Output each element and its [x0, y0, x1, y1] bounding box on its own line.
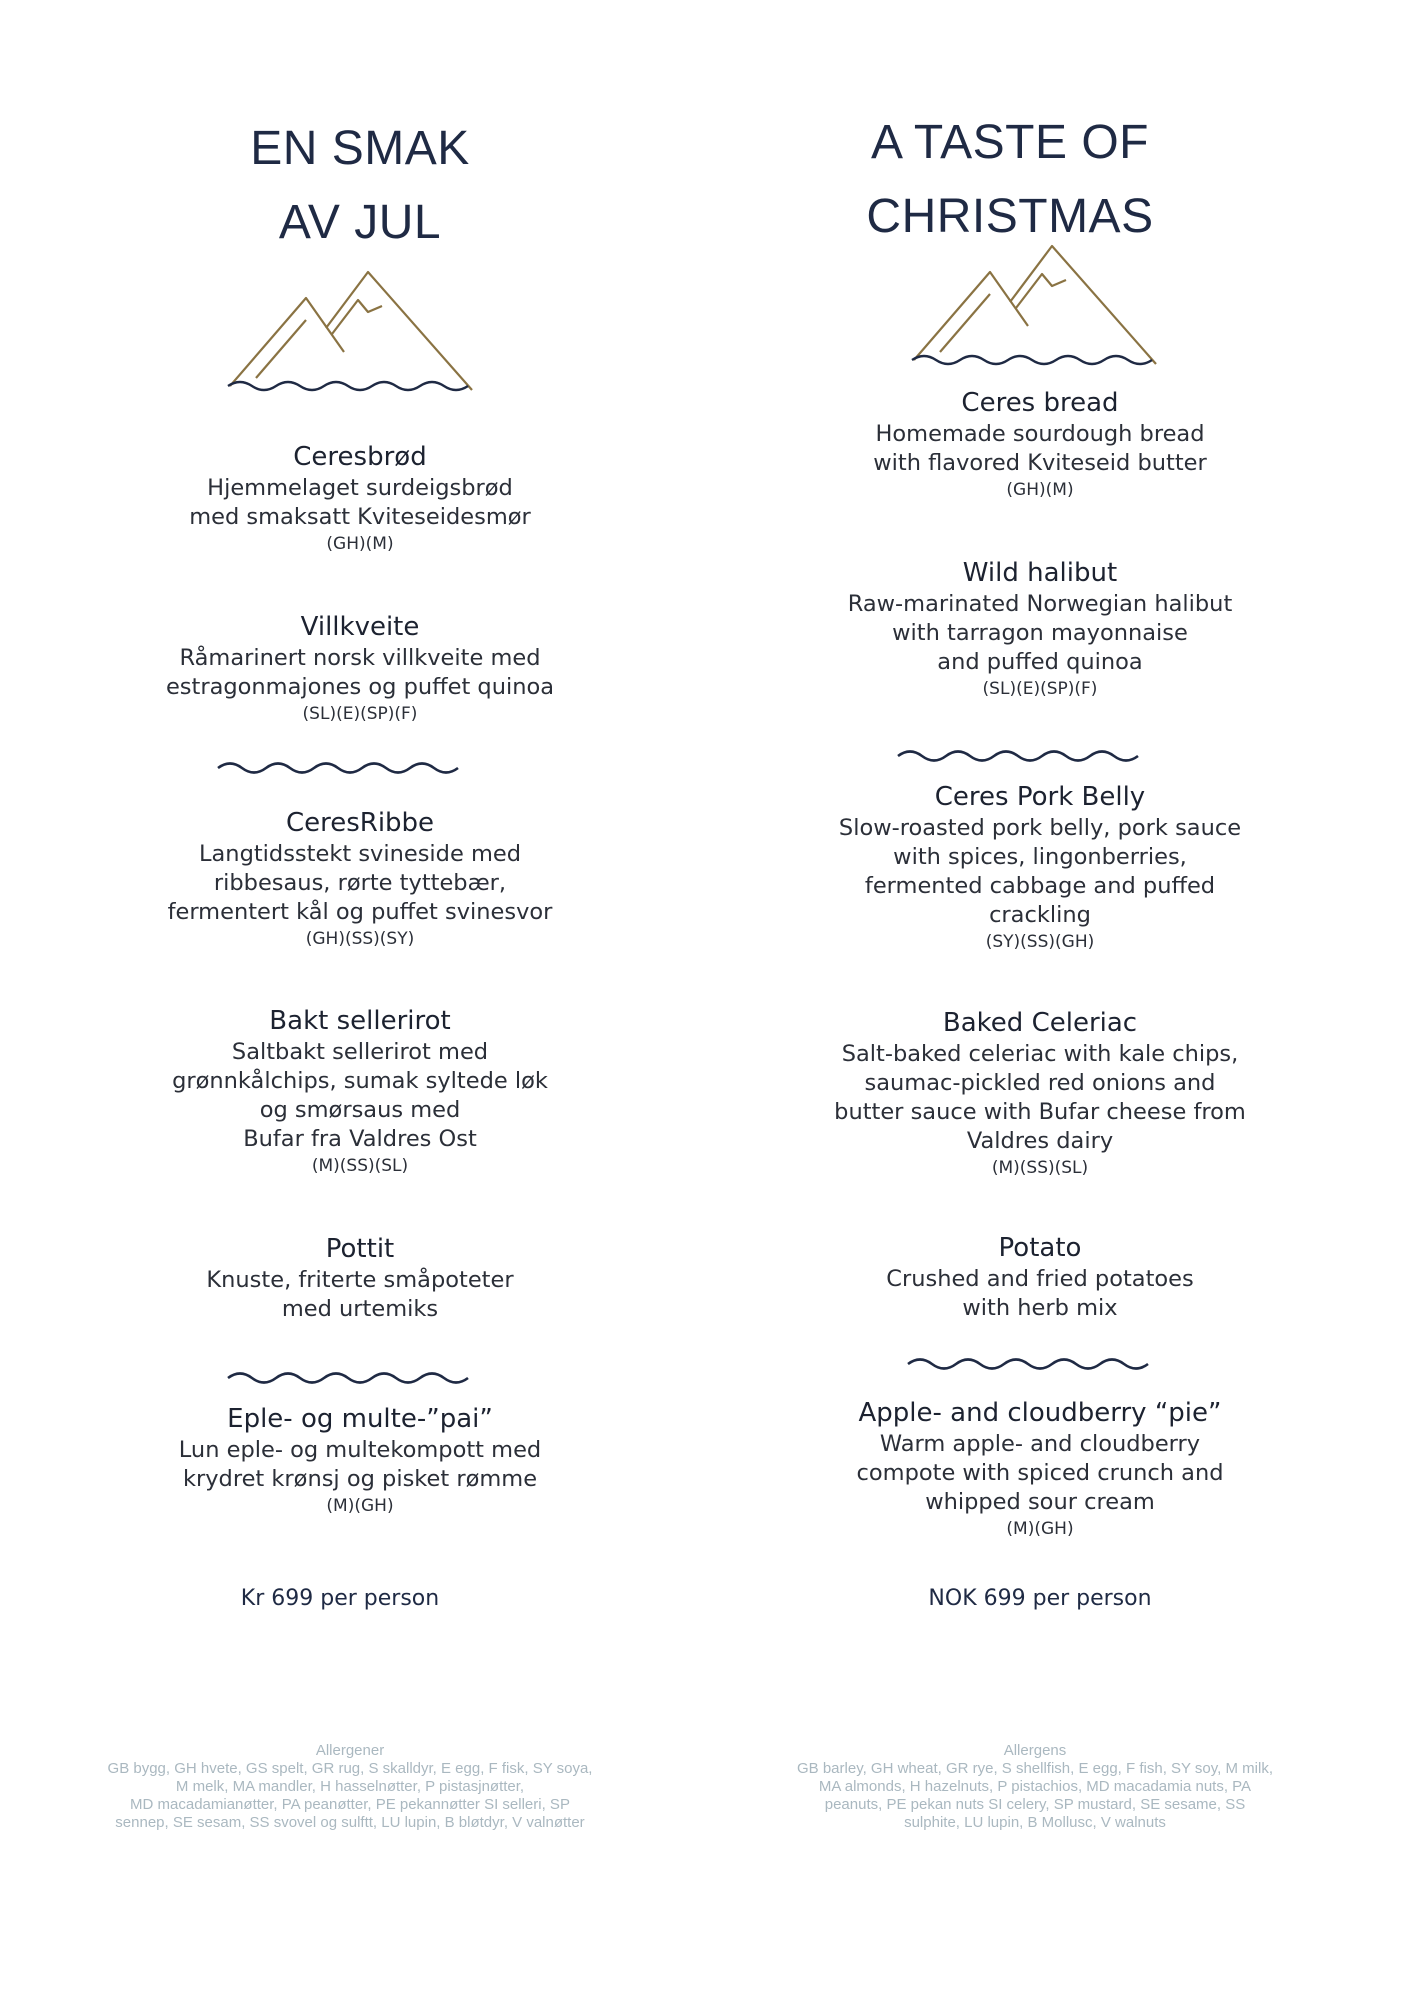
dish-name: Potato: [998, 1233, 1082, 1263]
mountain-icon: [910, 242, 1170, 372]
wave-divider-icon: [226, 1367, 476, 1389]
dish-allergens: (GH)(SS)(SY): [305, 929, 415, 949]
dish-description: Knuste, friterte småpoteter med urtemiks: [206, 1267, 514, 1322]
allergen-legend: [725, 1742, 1345, 1832]
dish-description: Warm apple- and cloudberry compote with spiced crunch and whipped sour cream: [856, 1431, 1224, 1515]
mountain-icon: [226, 268, 486, 398]
menu-title: EN SMAK AV JUL: [250, 122, 470, 249]
wave-divider-icon: [906, 1353, 1156, 1375]
menu-item: [730, 1396, 1350, 1541]
dish-allergens: (M)(GH): [1006, 1519, 1074, 1539]
menu-item: [50, 1402, 670, 1518]
dish-description: Homemade sourdough bread with flavored Kviteseid butter: [873, 421, 1207, 476]
allergen-legend: [40, 1742, 660, 1832]
menu-price: NOK 699 per person: [928, 1586, 1152, 1611]
dish-allergens: (GH)(M): [326, 534, 394, 554]
dish-allergens: (SL)(E)(SP)(F): [982, 679, 1098, 699]
dish-description: Lun eple- og multekompott med krydret krønsj og pisket rømme: [178, 1437, 542, 1492]
menu-item: [730, 780, 1350, 954]
dish-description: Raw-marinated Norwegian halibut with tarragon mayonnaise and puffed quinoa: [847, 591, 1233, 675]
dish-name: Bakt sellerirot: [269, 1006, 451, 1036]
dish-name: Ceres bread: [961, 388, 1119, 418]
menu-column-english: [730, 0, 1350, 2000]
menu-column-norwegian: [50, 0, 670, 2000]
dish-name: Ceresbrød: [293, 442, 427, 472]
menu-item: [730, 1231, 1350, 1323]
menu-item: [730, 1006, 1350, 1180]
menu-item: [730, 556, 1350, 701]
dish-description: Hjemmelaget surdeigsbrød med smaksatt Kviteseidesmør: [189, 475, 531, 530]
dish-allergens: (SL)(E)(SP)(F): [302, 704, 418, 724]
dish-name: Villkveite: [300, 612, 420, 642]
dish-name: Wild halibut: [962, 558, 1118, 588]
dish-name: Baked Celeriac: [942, 1008, 1138, 1038]
menu-item: [50, 806, 670, 951]
dish-allergens: (M)(GH): [326, 1496, 394, 1516]
dish-name: CeresRibbe: [285, 808, 435, 838]
dish-allergens: (M)(SS)(SL): [311, 1156, 409, 1176]
dish-description: Saltbakt sellerirot med grønnkålchips, sumak syltede løk og smørsaus med Bufar fra Valdres Ost: [172, 1039, 548, 1152]
menu-title: A TASTE OF CHRISTMAS: [866, 116, 1154, 243]
allergen-legend-title: Allergener: [315, 1742, 385, 1759]
dish-name: Pottit: [325, 1234, 395, 1264]
menu-item: [730, 386, 1350, 502]
dish-description: Slow-roasted pork belly, pork sauce with spices, lingonberries, fermented cabbage and puffed crackling: [838, 815, 1242, 928]
menu-item: [50, 440, 670, 556]
dish-description: Crushed and fried potatoes with herb mix: [886, 1266, 1194, 1321]
menu-item: [50, 1232, 670, 1324]
dish-name: Apple- and cloudberry “pie”: [858, 1398, 1222, 1428]
wave-divider-icon: [896, 745, 1146, 767]
dish-name: Ceres Pork Belly: [934, 782, 1146, 812]
allergen-legend-text: GB barley, GH wheat, GR rye, S shellfish, E egg, F fish, SY soy, M milk, MA almonds, H hazelnuts, P pistachios, MD macadamia nuts, PA peanuts, PE pekan nuts SI celery, SP mustard, SE sesame, SS sulphite, LU lupin, B Mollusc, V walnuts: [797, 1760, 1273, 1831]
menu-price: Kr 699 per person: [240, 1586, 440, 1611]
menu-item: [50, 610, 670, 726]
dish-description: Råmarinert norsk villkveite med estragonmajones og puffet quinoa: [165, 645, 555, 700]
dish-name: Eple- og multe-”pai”: [227, 1404, 493, 1434]
dish-description: Langtidsstekt svineside med ribbesaus, rørte tyttebær, fermentert kål og puffet svinesvor: [167, 841, 553, 925]
dish-allergens: (SY)(SS)(GH): [985, 932, 1095, 952]
dish-description: Salt-baked celeriac with kale chips, saumac-pickled red onions and butter sauce with Bufar cheese from Valdres dairy: [834, 1041, 1246, 1154]
allergen-legend-title: Allergens: [1003, 1742, 1067, 1759]
dish-allergens: (GH)(M): [1006, 480, 1074, 500]
wave-divider-icon: [216, 757, 466, 779]
dish-allergens: (M)(SS)(SL): [991, 1158, 1089, 1178]
menu-item: [50, 1004, 670, 1178]
allergen-legend-text: GB bygg, GH hvete, GS spelt, GR rug, S skalldyr, E egg, F fisk, SY soya, M melk, MA mandler, H hasselnøtter, P pistasjnøtter, MD macadamianøtter, PA peanøtter, PE pekannøtter SI selleri, SP sennep, SE sesam, SS svovel og sulftt, LU lupin, B bløtdyr, V valnøtter: [107, 1760, 593, 1831]
